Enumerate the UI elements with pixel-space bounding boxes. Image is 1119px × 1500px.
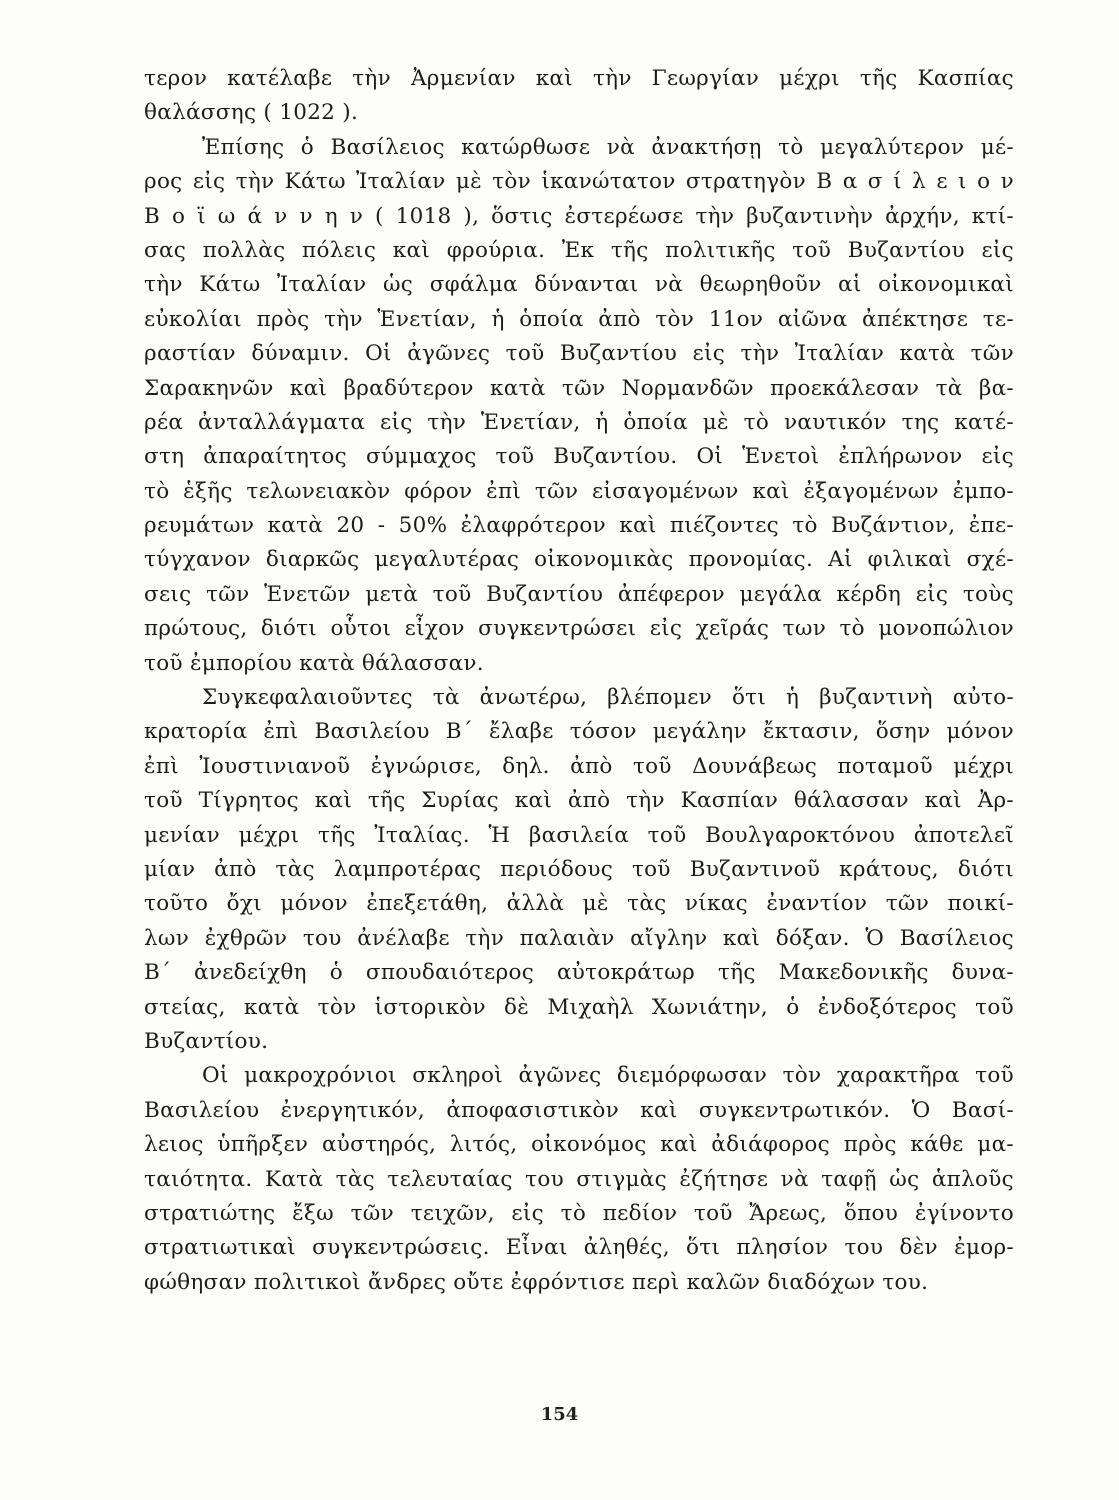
text-line: ρέα ἀνταλλάγματα εἰς τὴν Ἑνετίαν, ἡ ὁποία μὲ τὸ ναυτικόν της κατέ-	[144, 409, 1014, 435]
text-line: στη ἀπαραίτητος σύμμαχος τοῦ Βυζαντίου. Οἱ Ἑνετοὶ ἐπλήρωνον εἰς	[144, 444, 1014, 470]
text-line: εὐκολίαι πρὸς τὴν Ἑνετίαν, ἡ ὁποία ἀπὸ τὸν 11ον αἰῶνα ἀπέκτησε τε-	[144, 306, 1014, 332]
text-line: πρώτους, διότι οὗτοι εἶχον συγκεντρώσει εἰς χεῖράς των τὸ μονοπώλιον	[144, 616, 1014, 642]
text-line: φώθησαν πολιτικοὶ ἄνδρες οὔτε ἐφρόντισε περὶ καλῶν διαδόχων του.	[144, 1269, 929, 1295]
text-line: στρατιωτικαὶ συγκεντρώσεις. Εἶναι ἀληθές, ὅτι πλησίον του δὲν ἐμορ-	[144, 1235, 1014, 1261]
text-line: λων ἐχθρῶν του ἀνέλαβε τὴν παλαιὰν αἴγλην καὶ δόξαν. Ὁ Βασίλειος	[144, 925, 1014, 951]
text-line: τοῦ ἐμπορίου κατὰ θάλασσαν.	[144, 650, 484, 676]
text-line: τὸ ἑξῆς τελωνειακὸν φόρον ἐπὶ τῶν εἰσαγομένων καὶ ἐξαγομένων ἐμπο-	[144, 478, 1014, 504]
text-line: τὴν Κάτω Ἰταλίαν ὡς σφάλμα δύνανται νὰ θεωρηθοῦν αἱ οἰκονομικαὶ	[144, 272, 1014, 298]
text-line: σεις τῶν Ἑνετῶν μετὰ τοῦ Βυζαντίου ἀπέφερον μεγάλα κέρδη εἰς τοὺς	[144, 581, 1014, 607]
page-number: 154	[540, 1404, 579, 1425]
text-line: τερον κατέλαβε τὴν Ἀρμενίαν καὶ τὴν Γεωργίαν μέχρι τῆς Κασπίας	[144, 66, 1014, 91]
text-line: Οἱ μακροχρόνιοι σκληροὶ ἀγῶνες διεμόρφωσαν τὸν χαρακτῆρα τοῦ	[202, 1063, 1014, 1089]
paragraph	[144, 62, 1014, 131]
text-line: τύγχανον διαρκῶς μεγαλυτέρας οἰκονομικὰς προνομίας. Αἱ φιλικαὶ σχέ-	[144, 547, 1014, 573]
text-line: Βυζαντίου.	[144, 1028, 269, 1054]
paragraph	[144, 1059, 1014, 1300]
text-line: Σαρακηνῶν καὶ βραδύτερον κατὰ τῶν Νορμανδῶν προεκάλεσαν τὰ βα-	[144, 375, 1014, 401]
text-line: Συγκεφαλαιοῦντες τὰ ἀνωτέρω, βλέπομεν ὅτι ἡ βυζαντινὴ αὐτο-	[202, 685, 1014, 711]
text-line: θαλάσσης ( 1022 ).	[144, 100, 359, 126]
text-line: σας πολλὰς πόλεις καὶ φρούρια. Ἐκ τῆς πολιτικῆς τοῦ Βυζαντίου εἰς	[144, 237, 1014, 263]
text-line: ρος εἰς τὴν Κάτω Ἰταλίαν μὲ τὸν ἱκανώτατον στρατηγὸν Β α σ ί λ ε ι ο ν	[144, 169, 1014, 195]
text-line: ἐπὶ Ἰουστινιανοῦ ἐγνώρισε, δηλ. ἀπὸ τοῦ Δουνάβεως ποταμοῦ μέχρι	[144, 753, 1014, 779]
paragraph	[144, 681, 1014, 1059]
text-line: λειος ὑπῆρξεν αὐστηρός, λιτός, οἰκονόμος καὶ ἀδιάφορος πρὸς κάθε μα-	[144, 1132, 1014, 1158]
text-line: ρευμάτων κατὰ 20 - 50% ἐλαφρότερον καὶ πιέζοντες τὸ Βυζάντιον, ἐπε-	[144, 513, 1014, 539]
paragraph	[144, 131, 1014, 681]
text-line: μίαν ἀπὸ τὰς λαμπροτέρας περιόδους τοῦ Βυζαντινοῦ κράτους, διότι	[144, 856, 1014, 882]
text-line: κρατορία ἐπὶ Βασιλείου Β΄ ἔλαβε τόσον μεγάλην ἔκτασιν, ὅσην μόνον	[144, 719, 1014, 745]
text-line: τοῦτο ὄχι μόνον ἐπεξετάθη, ἀλλὰ μὲ τὰς νίκας ἐναντίον τῶν ποικί-	[144, 891, 1014, 917]
text-line: στρατιώτης ἔξω τῶν τειχῶν, εἰς τὸ πεδίον τοῦ Ἄρεως, ὅπου ἐγίνοντο	[144, 1200, 1014, 1226]
text-line: μενίαν μέχρι τῆς Ἰταλίας. Ἡ βασιλεία τοῦ Βουλγαροκτόνου ἀποτελεῖ	[144, 822, 1014, 848]
text-line: ραστίαν δύναμιν. Οἱ ἀγῶνες τοῦ Βυζαντίου εἰς τὴν Ἰταλίαν κατὰ τῶν	[144, 341, 1014, 367]
text-line: στείας, κατὰ τὸν ἱστορικὸν δὲ Μιχαὴλ Χωνιάτην, ὁ ἐνδοξότερος τοῦ	[144, 994, 1014, 1020]
text-line: Β ο ϊ ω ά ν ν η ν ( 1018 ), ὅστις ἐστερέωσε τὴν βυζαντινὴν ἀρχήν, κτί-	[144, 203, 1014, 229]
text-line: Βασιλείου ἐνεργητικόν, ἀποφασιστικὸν καὶ συγκεντρωτικόν. Ὁ Βασί-	[144, 1097, 1014, 1123]
body-text	[144, 62, 1014, 1300]
text-line: Β΄ ἀνεδείχθη ὁ σπουδαιότερος αὐτοκράτωρ τῆς Μακεδονικῆς δυνα-	[144, 960, 1014, 986]
text-line: τοῦ Τίγρητος καὶ τῆς Συρίας καὶ ἀπὸ τὴν Κασπίαν θάλασσαν καὶ Ἀρ-	[144, 788, 1014, 814]
text-line: ταιότητα. Κατὰ τὰς τελευταίας του στιγμὰς ἐζήτησε νὰ ταφῇ ὡς ἁπλοῦς	[144, 1166, 1014, 1192]
text-line: Ἐπίσης ὁ Βασίλειος κατώρθωσε νὰ ἀνακτήσῃ τὸ μεγαλύτερον μέ-	[202, 134, 1014, 160]
